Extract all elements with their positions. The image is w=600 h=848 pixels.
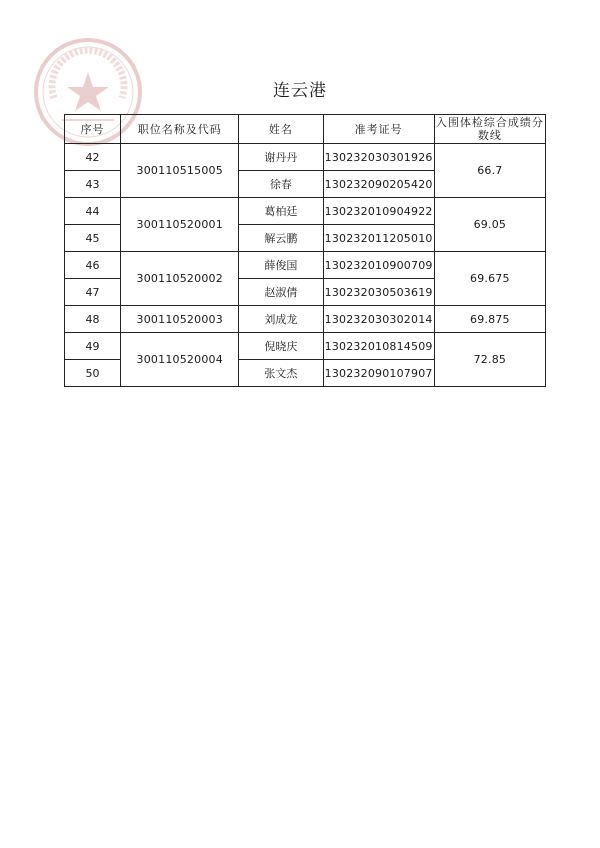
candidate-name-cell: 张文杰	[239, 360, 323, 387]
exam-no-cell: 130232030302014	[323, 306, 434, 333]
header-seq: 序号	[65, 115, 121, 144]
score-line-cell: 69.05	[434, 198, 545, 252]
exam-no-cell: 130232090107907	[323, 360, 434, 387]
seq-cell: 50	[65, 360, 121, 387]
seq-cell: 45	[65, 225, 121, 252]
seq-cell: 47	[65, 279, 121, 306]
candidate-name-cell: 葛柏廷	[239, 198, 323, 225]
position-code-cell: 300110520002	[121, 252, 239, 306]
score-line-cell: 72.85	[434, 333, 545, 387]
candidate-name-cell: 倪晓庆	[239, 333, 323, 360]
exam-no-cell: 130232011205010	[323, 225, 434, 252]
seq-cell: 48	[65, 306, 121, 333]
score-line-cell: 66.7	[434, 144, 545, 198]
position-code-cell: 300110520003	[121, 306, 239, 333]
candidate-name-cell: 刘成龙	[239, 306, 323, 333]
position-code-cell: 300110515005	[121, 144, 239, 198]
document-title: 连云港	[273, 81, 327, 101]
table-row	[65, 198, 546, 225]
header-position: 职位名称及代码	[121, 115, 239, 144]
results-table	[64, 114, 546, 387]
header-score-line: 入围体检综合成绩分数线	[435, 116, 544, 142]
seq-cell: 42	[65, 144, 121, 171]
exam-no-cell: 130232010814509	[323, 333, 434, 360]
candidate-name-cell: 赵淑倩	[239, 279, 323, 306]
table-row	[65, 333, 546, 360]
exam-no-cell: 130232030301926	[323, 144, 434, 171]
seq-cell: 46	[65, 252, 121, 279]
seq-cell: 43	[65, 171, 121, 198]
exam-no-cell: 130232010900709	[323, 252, 434, 279]
position-code-cell: 300110520001	[121, 198, 239, 252]
table-header-row	[65, 115, 546, 144]
seq-cell: 44	[65, 198, 121, 225]
table-row	[65, 144, 546, 171]
position-code-cell: 300110520004	[121, 333, 239, 387]
exam-no-cell: 130232030503619	[323, 279, 434, 306]
exam-no-cell: 130232090205420	[323, 171, 434, 198]
candidate-name-cell: 解云鹏	[239, 225, 323, 252]
table-row	[65, 252, 546, 279]
score-line-cell: 69.875	[434, 306, 545, 333]
exam-no-cell: 130232010904922	[323, 198, 434, 225]
header-exam-no: 准考证号	[323, 115, 434, 144]
table-row	[65, 306, 546, 333]
candidate-name-cell: 徐春	[239, 171, 323, 198]
candidate-name-cell: 薛俊国	[239, 252, 323, 279]
header-name: 姓名	[239, 115, 323, 144]
candidate-name-cell: 谢丹丹	[239, 144, 323, 171]
seq-cell: 49	[65, 333, 121, 360]
score-line-cell: 69.675	[434, 252, 545, 306]
